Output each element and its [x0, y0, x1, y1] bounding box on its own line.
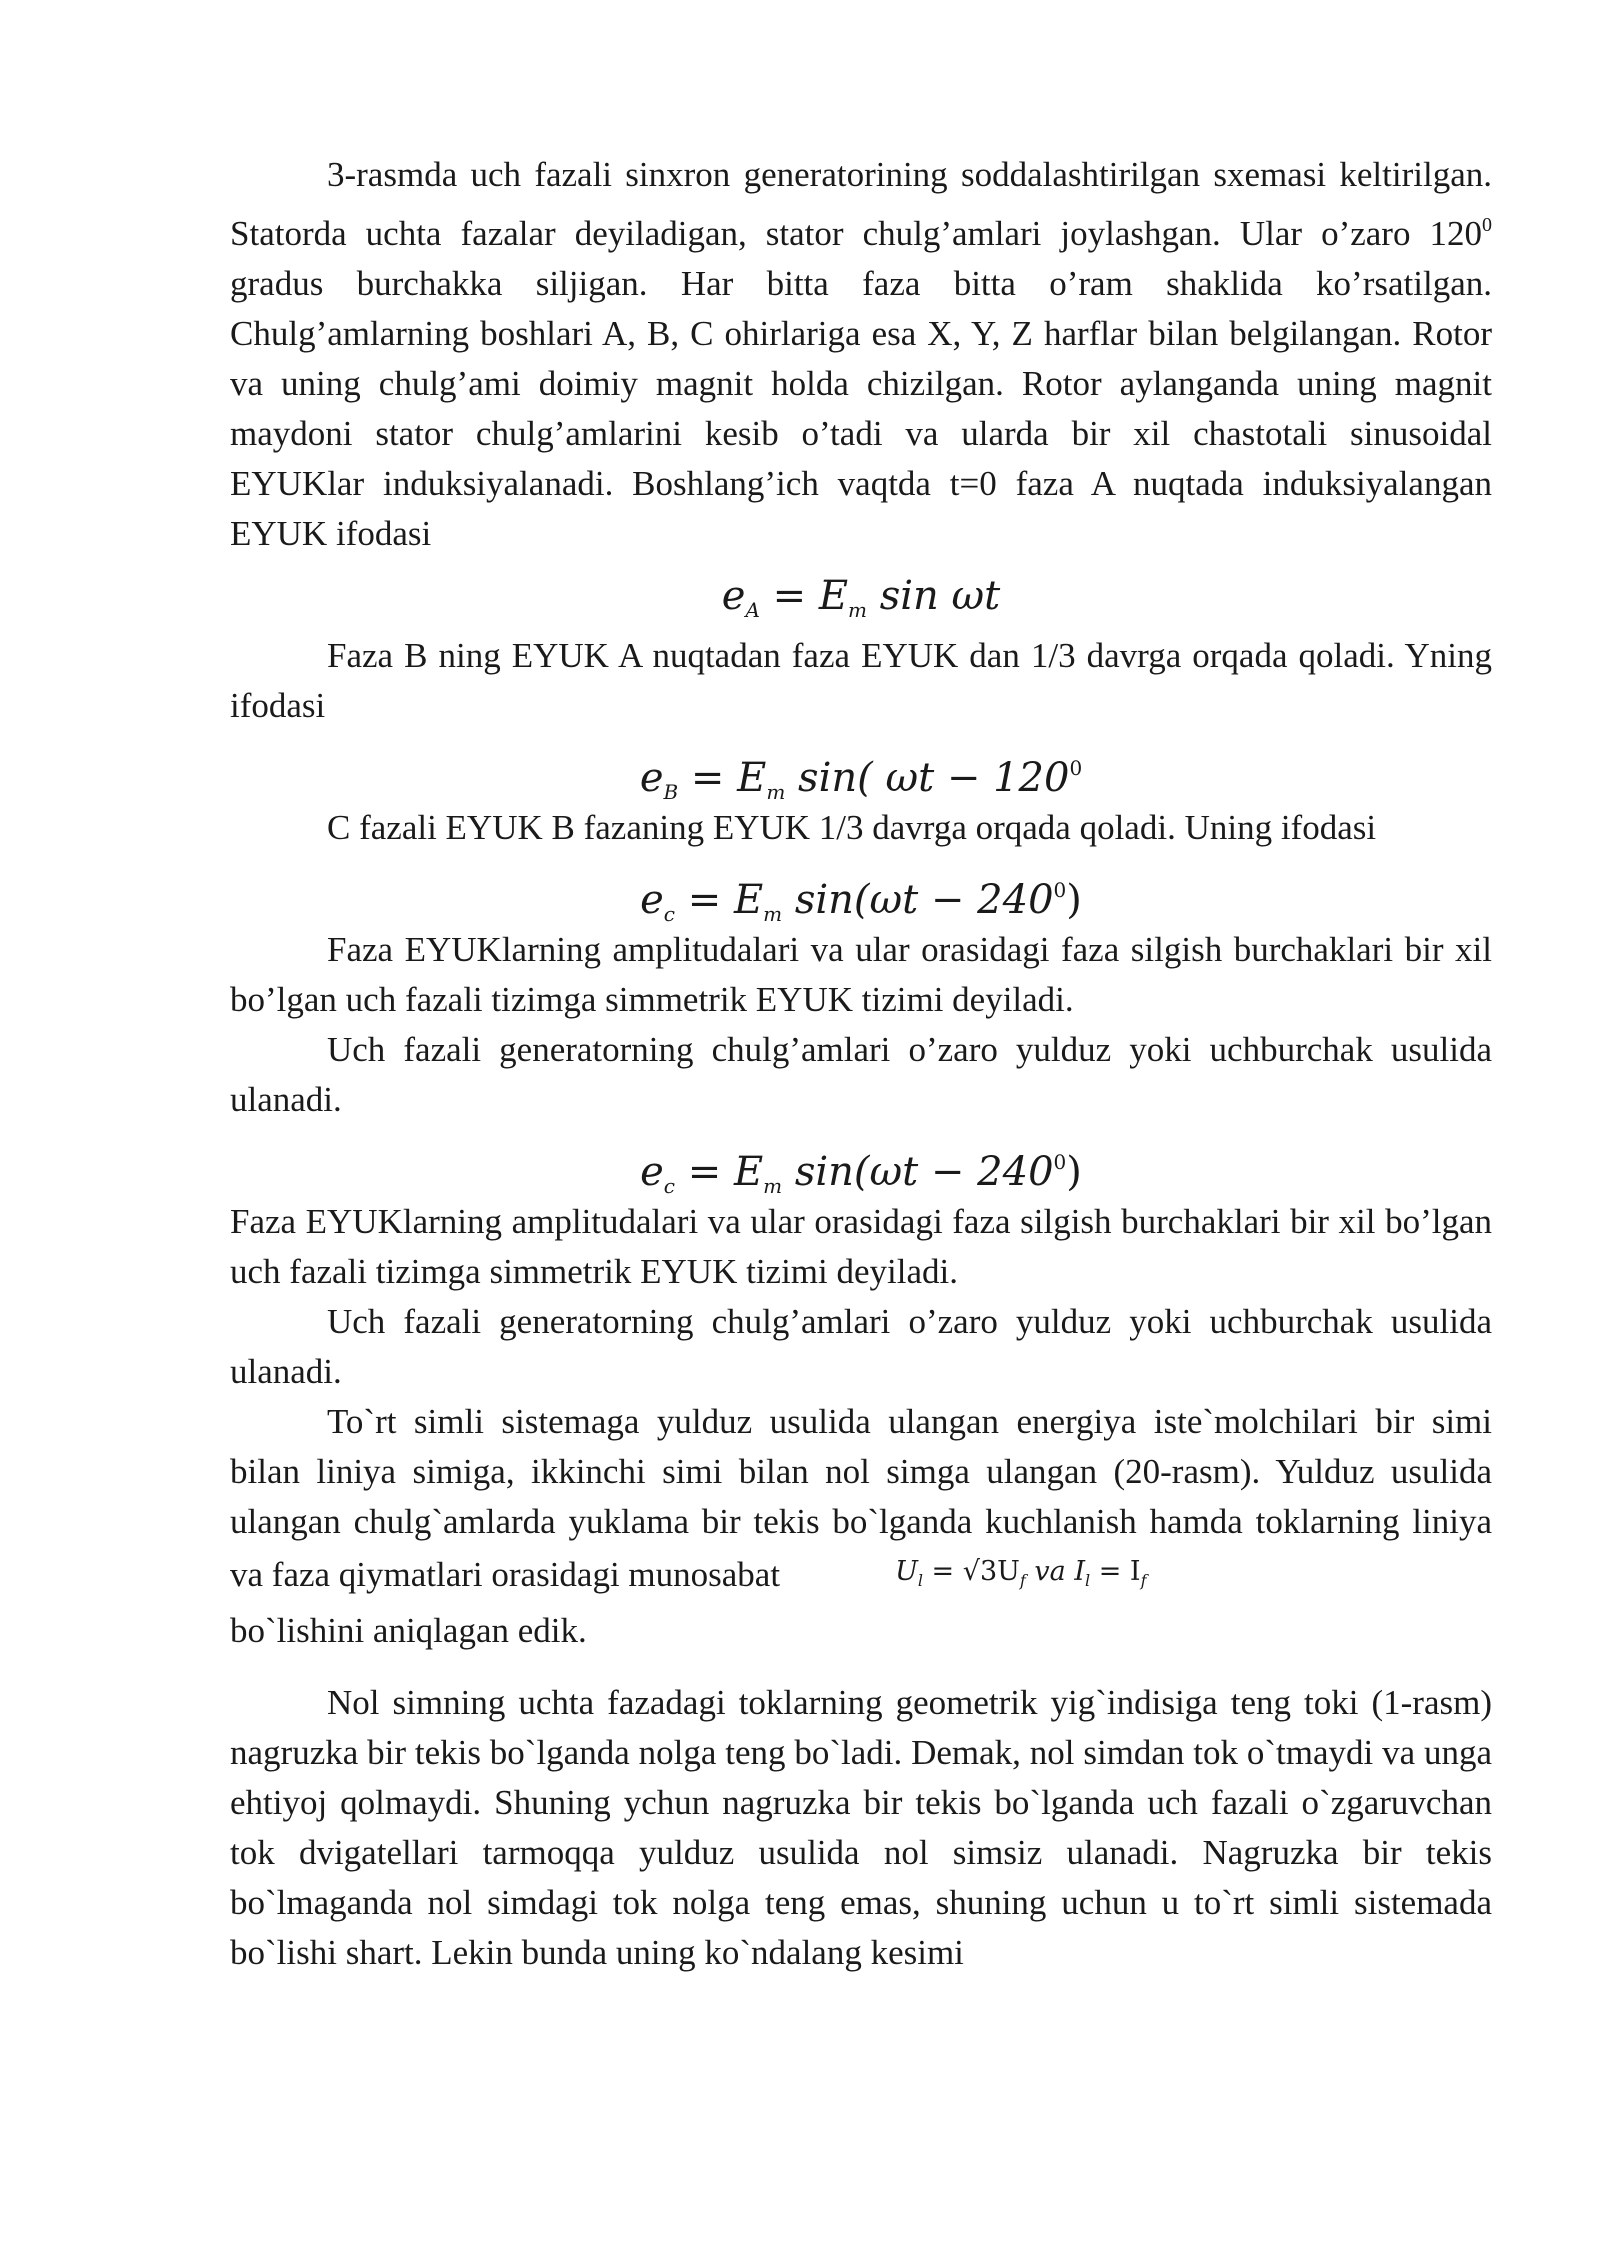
document-page [230, 150, 1492, 1978]
paragraph-6: Faza EYUKlarning amplitudalari va ular orasidagi faza silgish burchaklari bir xil bo’lgan uch fazali tizimga simmetrik EYUK tizimi deyiladi. [230, 1202, 1492, 1291]
paragraph-7: Uch fazali generatorning chulg’amlari o’zaro yulduz yoki uchburchak usulida ulanadi. [230, 1302, 1492, 1391]
formula-eC-1: $e_c = E_m$ $\sin(\omega t - 240^0)$ [640, 877, 1082, 926]
formula-eB: $e_B = E_m$ sin( $\omega t - 120^0$ [639, 755, 1083, 804]
paragraph-9: Nol simning uchta fazadagi toklarning geometrik yig`indisiga teng toki (1-rasm) nagruzka bir tekis bo`lganda nolga teng bo`ladi. Demak, nol simdan tok o`tmaydi va unga ehtiyoj qolmaydi. Shuning ychun nagruzka bir tekis bo`lganda uch fazali o`zgaruvchan tok dvigatellari tarmoqqa yulduz usulida nol simsiz ulanadi. Nagruzka bir tekis bo`lmaganda nol simdagi tok nolga teng emas, shuning uchun u to`rt simli sistemada bo`lishi shart. Lekin bunda uning ko`ndalang kesimi [230, 1683, 1492, 1972]
inline-formula-line-phase: $U_l = √3U_f$ va $I_l = I_f$ [895, 1556, 1147, 1590]
formula-eA: $e_A = E_m$ sin ωt [721, 573, 1001, 622]
paragraph-8-end: bo`lishini aniqlagan edik. [230, 1611, 587, 1650]
paragraph-gap [230, 1656, 1492, 1678]
paragraph-1: 3-rasmda uch fazali sinxron generatorining soddalashtirilgan sxemasi keltirilgan. Statorda uchta fazalar deyiladigan, stator chulg’amlari joylashgan. Ular o’zaro $120^0$ gradus burchakka siljigan. Har bitta faza bitta o’ram shaklida ko’rsatilgan. Chulg’amlarning boshlari A, B, C ohirlariga esa X, Y, Z harflar bilan belgilangan. Rotor va uning chulg’ami doimiy magnit holda chizilgan. Rotor aylanganda uning magnit maydoni stator chulg’amlarini kesib o’tadi va ularda bir xil chastotali sinusoidal EYUKlar induksiyalanadi. Boshlang’ich vaqtda t=0 faza A nuqtada induksiyalangan EYUK ifodasi [230, 155, 1492, 553]
paragraph-3: C fazali EYUK B fazaning EYUK 1/3 davrga orqada qoladi. Uning ifodasi [327, 808, 1377, 847]
paragraph-4: Faza EYUKlarning amplitudalari va ular orasidagi faza silgish burchaklari bir xil bo’lgan uch fazali tizimga simmetrik EYUK tizimi deyiladi. [230, 930, 1492, 1019]
paragraph-8: To`rt simli sistemaga yulduz usulida ulangan energiya iste`molchilari bir simi bilan liniya simiga, ikkinchi simi bilan nol simga ulangan (20-rasm). Yulduz usulida ulangan chulg`amlarda yuklama bir tekis bo`lganda kuchlanish hamda toklarning liniya va faza qiymatlari orasidagi munosabat $U_l = √3U_f$ va $I_l = I_f$ [230, 1397, 1492, 1606]
paragraph-5: Uch fazali generatorning chulg’amlari o’zaro yulduz yoki uchburchak usulida ulanadi. [230, 1030, 1492, 1119]
degree-superscript: 0 [1482, 214, 1492, 236]
formula-eC-2: $e_c = E_m$ $\sin(\omega t - 240^0)$ [640, 1149, 1082, 1198]
paragraph-2: Faza B ning EYUK A nuqtadan faza EYUK dan 1/3 davrga orqada qoladi. Yning ifodasi [230, 636, 1492, 725]
